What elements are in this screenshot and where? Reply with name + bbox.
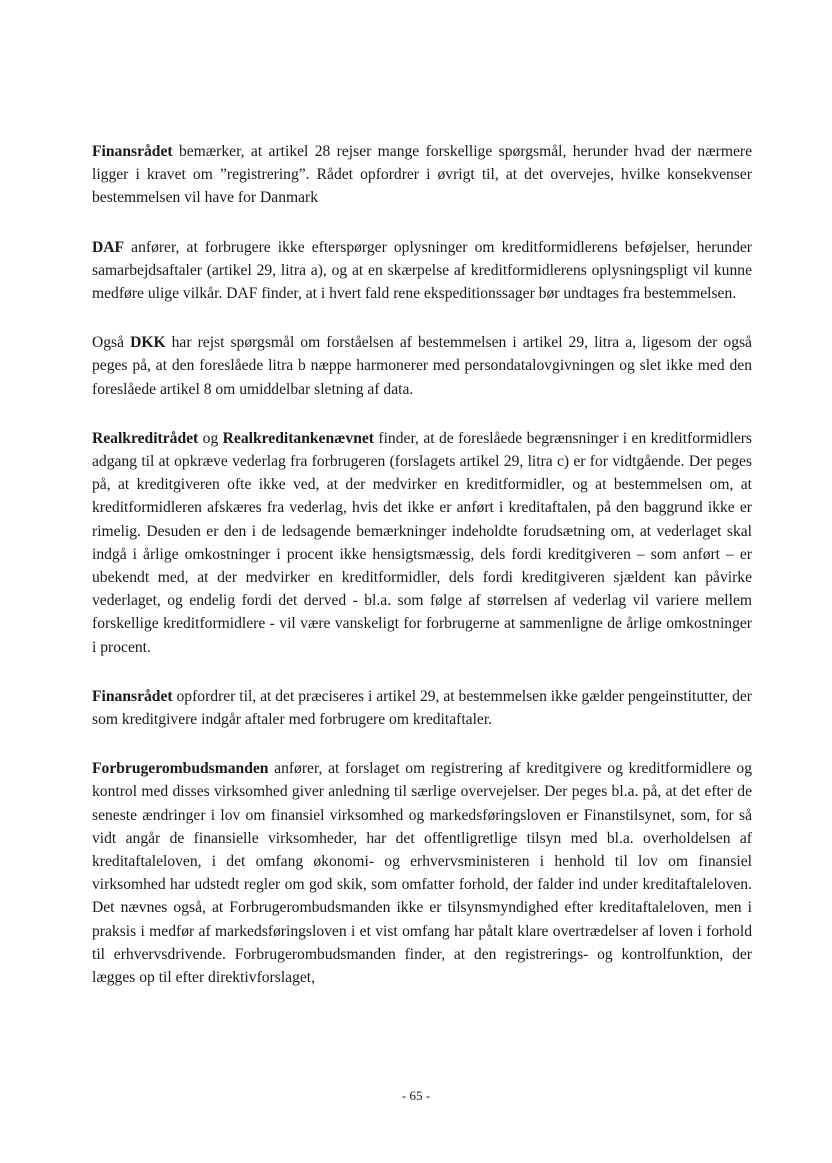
paragraph-text: bemærker, at artikel 28 rejser mange forskellige spørgsmål, herunder hvad der nærmere ligger i kravet om ”registrering”. Rådet opfordrer i øvrigt til, at det overvejes, hvilke konsekvenser bestemmelsen vil have for Danmark [92, 143, 752, 207]
document-body [92, 140, 752, 1015]
organization-name: DKK [130, 334, 166, 352]
paragraph-text: anfører, at forslaget om registrering af kreditgivere og kreditformidlere og kontrol med disses virksomhed giver anledning til særlige overvejelser. Der peges bl.a. på, at det efter de seneste ændringer i lov om finansiel virksomhed og markedsføringsloven er Finanstilsynet, som, for så vidt angår de finansielle virksomheder, har det offentligretlige tilsyn med bl.a. overholdelsen af kreditaftaleloven, i det omfang økonomi- og erhvervsministeren i henhold til lov om finansiel virksomhed har udstedt regler om god skik, som omfatter forhold, der falder ind under kreditaftaleloven. Det nævnes også, at Forbrugerombudsmanden ikke er tilsynsmyndighed efter kreditaftaleloven, men i praksis i medfør af markedsføringsloven i et vist omfang har påtalt klare overtrædelser af loven i forhold til erhvervsdrivende. Forbrugerombudsmanden finder, at den registrerings- og kontrolfunktion, der lægges op til efter direktivforslaget, [92, 760, 752, 987]
organization-name: Finansrådet [92, 687, 173, 705]
paragraph-dkk [92, 331, 752, 401]
organization-name: Realkreditrådet [92, 429, 199, 447]
paragraph-text: finder, at de foreslåede begrænsninger i en kreditformidlers adgang til at opkræve vederlag fra forbrugeren (forslagets artikel 29, litra c) er for vidtgående. Der peges på, at kreditgiveren ofte ikke ved, at der medvirker en kreditformidler, og at bestemmelsen om, at kreditformidleren afskæres fra vederlag, hvis det ikke er anført i kreditaftalen, på den baggrund ikke er rimelig. Desuden er den i de ledsagende bemærkninger indeholdte forudsætning om, at vederlaget skal indgå i årlige omkostninger i procent ikke hensigtsmæssig, dels fordi kreditgiveren – som anført – er ubekendt med, at der medvirker en kreditformidler, dels fordi kreditgiveren sjældent kan påvirke vederlaget, og endelig fordi det derved - bl.a. som følge af størrelsen af vederlag vil variere mellem forskellige kreditformidlere - vil være vanskeligt for forbrugerne at sammenligne de årlige omkostninger i procent. [92, 429, 752, 656]
paragraph-text: og [198, 429, 223, 447]
paragraph-text: Også [92, 334, 131, 352]
organization-name: Finansrådet [92, 143, 173, 160]
paragraph-finansraadet-1 [92, 140, 752, 210]
organization-name: DAF [92, 238, 125, 256]
page-number: - 65 - [401, 1088, 431, 1103]
paragraph-realkreditraadet [92, 427, 752, 659]
paragraph-forbrugerombudsmanden [92, 757, 752, 989]
paragraph-text: opfordrer til, at det præciseres i artikel 29, at bestemmelsen ikke gælder pengeinstitutter, der som kreditgivere indgår aftaler med forbrugere om kreditaftaler. [92, 687, 752, 729]
paragraph-text: anfører, at forbrugere ikke efterspørger oplysninger om kreditformidlerens beføjelser, herunder samarbejdsaftaler (artikel 29, litra a), og at en skærpelse af kreditformidlerens oplysningspligt vil kunne medføre ulige vilkår. DAF finder, at i hvert fald rene ekspeditionssager bør undtages fra bestemmelsen. [92, 238, 752, 303]
paragraph-text: har rejst spørgsmål om forståelsen af bestemmelsen i artikel 29, litra a, ligesom der også peges på, at den foreslåede litra b næppe harmonerer med persondatalovgivningen og slet ikke med den foreslåede artikel 8 om umiddelbar sletning af data. [92, 334, 752, 398]
organization-name: Realkreditankenævnet [222, 429, 374, 447]
paragraph-daf [92, 236, 752, 306]
organization-name: Forbrugerombudsmanden [92, 760, 269, 778]
paragraph-finansraadet-2 [92, 685, 752, 731]
